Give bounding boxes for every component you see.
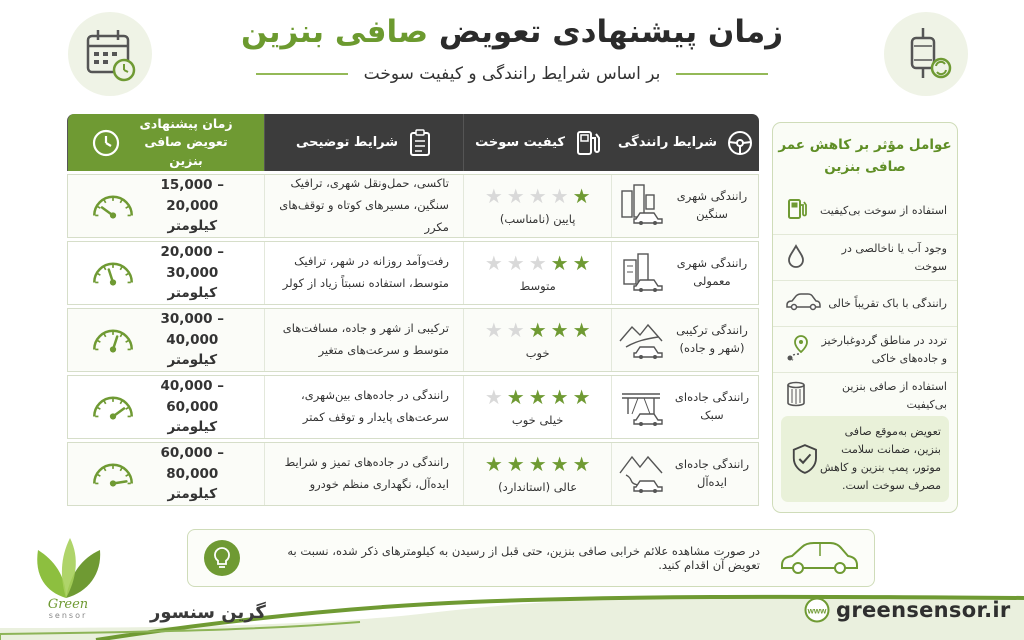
cell-fuel <box>463 242 612 304</box>
city-traffic-icon <box>618 183 664 229</box>
water-drop-icon <box>785 244 807 272</box>
cell-interval <box>68 443 264 505</box>
header <box>0 0 1024 108</box>
fuel-filter-icon <box>785 381 807 411</box>
interval-unit: کیلومتر <box>167 218 218 235</box>
highway-icon <box>618 384 664 430</box>
factor-item <box>773 280 957 326</box>
cell-driving <box>611 309 758 371</box>
cell-description <box>264 242 462 304</box>
cell-fuel <box>463 376 612 438</box>
star-rating <box>485 387 591 407</box>
cell-description <box>264 443 462 505</box>
side-note <box>781 416 949 502</box>
mountain-road-icon <box>618 451 664 497</box>
fuel-quality: عالی (استاندارد) <box>498 480 578 494</box>
speedometer-icon <box>88 454 138 494</box>
fuel-quality: خوب <box>525 346 550 360</box>
factor-text: استفاده از سوخت بی‌کیفیت <box>820 204 947 218</box>
table-row <box>67 174 759 238</box>
location-route-icon <box>785 334 809 366</box>
interval-table <box>67 114 759 506</box>
driving-condition: رانندگی جاده‌ای ایده‌آل <box>674 457 750 489</box>
speedometer-icon <box>88 253 138 293</box>
header-interval <box>67 114 264 171</box>
star-filled-icon: ★ <box>528 385 547 409</box>
interval-range: 15,000 – 20,000 <box>160 176 225 214</box>
speedometer-icon <box>88 320 138 360</box>
interval-text <box>138 376 246 439</box>
factors-panel <box>772 122 958 513</box>
star-rating <box>485 253 591 273</box>
interval-text <box>138 175 246 238</box>
factor-item <box>773 234 957 280</box>
interval-unit: کیلومتر <box>167 285 218 302</box>
cell-description <box>264 376 462 438</box>
factor-text: رانندگی با باک تقریباً خالی <box>828 296 947 310</box>
description-text: رفت‌وآمد روزانه در شهر، ترافیک متوسط، استفاده نسبتاً زیاد از کولر <box>282 254 449 290</box>
speedometer-icon <box>88 387 138 427</box>
interval-text <box>138 309 246 372</box>
interval-text <box>138 443 246 506</box>
shield-check-icon <box>791 442 819 476</box>
factor-item <box>773 188 957 234</box>
driving-condition: رانندگی شهری سنگین <box>676 189 748 221</box>
star-empty-icon: ★ <box>506 318 525 342</box>
driving-condition: رانندگی ترکیبی (شهر و جاده) <box>676 323 748 355</box>
title-main: زمان پیشنهادی تعویض <box>438 14 784 50</box>
website[interactable] <box>804 597 1011 623</box>
star-empty-icon: ★ <box>528 184 547 208</box>
star-filled-icon: ★ <box>528 452 547 476</box>
interval-range: 60,000 – 80,000 <box>160 444 225 482</box>
cell-driving <box>611 242 758 304</box>
star-rating <box>485 320 591 340</box>
cell-interval <box>68 376 264 438</box>
green-sensor-logo <box>26 528 108 620</box>
brand-name: گرین سنسور <box>150 602 266 623</box>
description-text: رانندگی در جاده‌های تمیز و شرایط ایده‌آل، نگهداری منظم خودرو <box>284 455 449 491</box>
svg-text:Green: Green <box>47 597 89 612</box>
cell-driving <box>611 175 758 237</box>
page-title <box>0 14 1024 50</box>
factors-list <box>773 188 957 418</box>
car-outline-icon <box>778 539 860 577</box>
star-empty-icon: ★ <box>484 184 503 208</box>
website-url[interactable]: greensensor.ir <box>836 598 1011 622</box>
city-normal-icon <box>618 250 664 296</box>
subtitle-row <box>0 64 1024 84</box>
interval-unit: کیلومتر <box>167 419 218 436</box>
star-empty-icon: ★ <box>506 184 525 208</box>
star-empty-icon: ★ <box>484 251 503 275</box>
cell-interval <box>68 175 264 237</box>
fuel-quality: متوسط <box>519 279 556 293</box>
lightbulb-badge <box>204 540 240 576</box>
interval-range: 40,000 – 60,000 <box>160 377 225 415</box>
table-row <box>67 375 759 439</box>
header-fuel <box>463 114 612 171</box>
star-filled-icon: ★ <box>550 251 569 275</box>
star-filled-icon: ★ <box>572 251 591 275</box>
factor-item <box>773 326 957 372</box>
interval-range: 20,000 – 30,000 <box>160 243 225 281</box>
star-filled-icon: ★ <box>572 385 591 409</box>
star-filled-icon: ★ <box>572 318 591 342</box>
driving-condition: رانندگی جاده‌ای سبک <box>674 390 750 422</box>
star-rating <box>485 454 591 474</box>
star-rating <box>485 186 591 206</box>
factors-title: عوامل مؤثر بر کاهش عمر صافی بنزین <box>778 137 952 175</box>
fuel-quality: خیلی خوب <box>511 413 564 427</box>
interval-unit: کیلومتر <box>167 486 218 503</box>
factor-text: تردد در مناطق گردوغبارخیز و جاده‌های خاکی <box>821 334 947 365</box>
clock-icon <box>91 128 121 158</box>
lightbulb-icon <box>211 546 233 570</box>
cell-interval <box>68 242 264 304</box>
interval-unit: کیلومتر <box>167 352 218 369</box>
mixed-road-icon <box>618 317 664 363</box>
header-fuel-label: کیفیت سوخت <box>475 135 565 150</box>
cell-interval <box>68 309 264 371</box>
car-icon <box>785 292 821 316</box>
header-description-label: شرایط توضیحی <box>295 135 399 150</box>
interval-range: 30,000 – 40,000 <box>160 310 225 348</box>
cell-driving <box>611 376 758 438</box>
header-description <box>264 114 463 171</box>
factor-text: وجود آب یا ناخالصی در سوخت <box>841 242 947 273</box>
star-filled-icon: ★ <box>528 318 547 342</box>
fuel-pump-icon <box>785 197 809 225</box>
www-label: www <box>807 606 827 616</box>
page-subtitle: بر اساس شرایط رانندگی و کیفیت سوخت <box>363 64 661 84</box>
star-empty-icon: ★ <box>484 385 503 409</box>
cell-fuel <box>463 309 612 371</box>
clipboard-icon <box>408 129 432 157</box>
description-text: ترکیبی از شهر و جاده، مسافت‌های متوسط و سرعت‌های متغیر <box>282 321 449 357</box>
table-body <box>67 174 759 506</box>
star-empty-icon: ★ <box>484 318 503 342</box>
warning-note-text: در صورت مشاهده علائم خرابی صافی بنزین، حتی قبل از رسیدن به کیلومترهای ذکر شده، نسبت به تعویض آن اقدام کنید. <box>287 544 760 572</box>
star-filled-icon: ★ <box>550 385 569 409</box>
table-row <box>67 442 759 506</box>
header-driving <box>612 114 759 171</box>
svg-text:sensor: sensor <box>48 611 88 620</box>
description-text: تاکسی، حمل‌ونقل شهری، ترافیک سنگین، مسیرهای کوتاه و توقف‌های مکرر <box>279 176 449 234</box>
table-header <box>67 114 759 171</box>
cell-fuel <box>463 443 612 505</box>
star-filled-icon: ★ <box>506 452 525 476</box>
steering-wheel-icon <box>727 130 753 156</box>
star-filled-icon: ★ <box>506 385 525 409</box>
table-row <box>67 241 759 305</box>
fuel-pump-icon <box>575 129 601 157</box>
description-text: رانندگی در جاده‌های بین‌شهری، سرعت‌های پایدار و توقف کمتر <box>301 388 449 424</box>
table-row <box>67 308 759 372</box>
cell-description <box>264 175 462 237</box>
factor-text: استفاده از صافی بنزین بی‌کیفیت <box>841 380 947 411</box>
cell-description <box>264 309 462 371</box>
star-empty-icon: ★ <box>550 184 569 208</box>
subtitle-line-left <box>256 73 348 75</box>
star-filled-icon: ★ <box>550 452 569 476</box>
header-driving-label: شرایط رانندگی <box>618 135 718 150</box>
interval-text <box>138 242 246 305</box>
side-note-text: تعویض به‌موقع صافی بنزین، ضمانت سلامت موتور، پمپ بنزین و کاهش مصرف سوخت است. <box>820 424 941 493</box>
warning-note <box>187 529 875 587</box>
header-interval-label: زمان پیشنهادی تعویض صافی بنزین <box>139 116 233 168</box>
star-filled-icon: ★ <box>550 318 569 342</box>
star-filled-icon: ★ <box>572 184 591 208</box>
driving-condition: رانندگی شهری معمولی <box>676 256 748 288</box>
star-empty-icon: ★ <box>506 251 525 275</box>
star-empty-icon: ★ <box>528 251 547 275</box>
fuel-quality: پایین (نامناسب) <box>499 212 576 226</box>
star-filled-icon: ★ <box>572 452 591 476</box>
star-filled-icon: ★ <box>484 452 503 476</box>
speedometer-icon <box>88 186 138 226</box>
factor-item <box>773 372 957 418</box>
cell-fuel <box>463 175 612 237</box>
cell-driving <box>611 443 758 505</box>
subtitle-line-right <box>676 73 768 75</box>
www-globe-icon <box>804 597 830 623</box>
title-accent: صافی بنزین <box>240 14 429 50</box>
